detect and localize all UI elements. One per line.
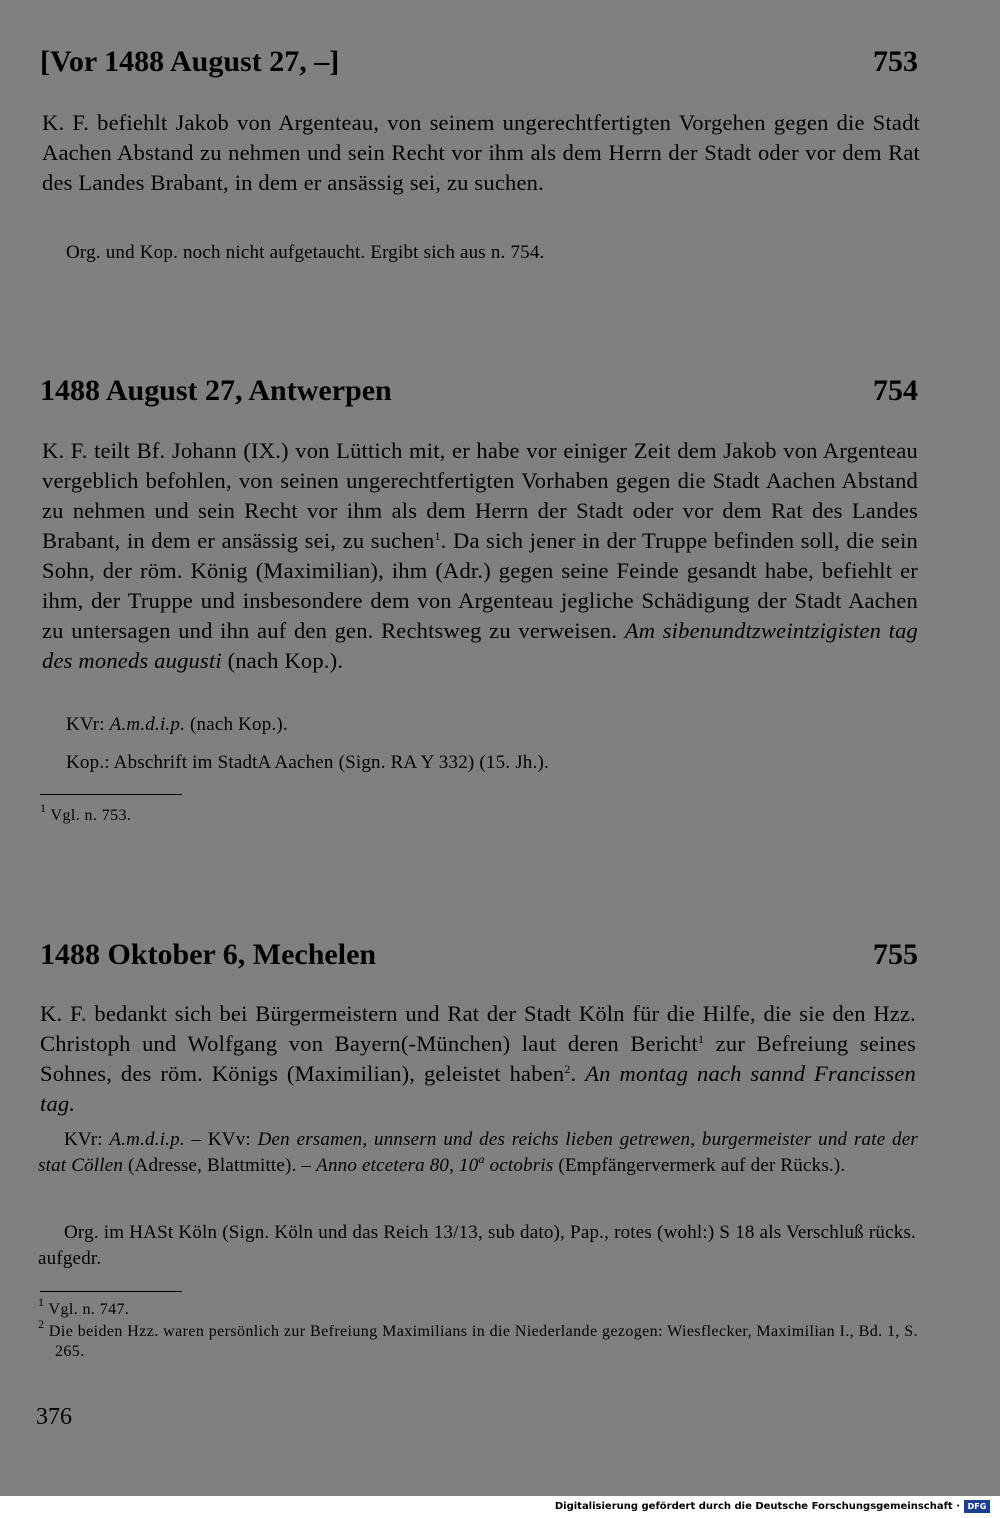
entry-754-regest <box>42 436 918 676</box>
digitization-footer <box>0 1496 1000 1518</box>
original-note-text: Org. im HASt Köln (Sign. Köln und das Reich 13/13, sub dato), Pap., rotes (wohl:) S 18 als Verschluß rücks. aufgedr. <box>38 1222 916 1269</box>
receipt-note-suffix: (Empfängervermerk auf der Rücks.). <box>553 1155 846 1176</box>
kvr-label: KVr: <box>64 1129 110 1150</box>
kvr-value: A.m.d.i.p. <box>109 1129 185 1150</box>
footnote-mark: 2 <box>564 1062 571 1076</box>
footnote-mark: 2 <box>38 1317 45 1331</box>
footnote-mark: 1 <box>434 529 441 543</box>
entry-number: 753 <box>873 45 918 78</box>
entry-754-footnote <box>40 801 920 826</box>
regest-text: zur Befreiung seines Sohnes, des röm. Königs (Maximilian), geleistet haben <box>40 1031 916 1086</box>
footnote-mark: 1 <box>40 801 47 815</box>
kvr-suffix: (nach Kop.). <box>185 714 288 735</box>
entry-754-kvr <box>66 712 926 738</box>
dating-quote: An montag nach sannd Francissen tag. <box>40 1061 916 1116</box>
entry-755-kv-notes <box>38 1127 918 1179</box>
kvr-label: KVr: <box>66 714 110 735</box>
regest-text: (nach Kop.). <box>221 648 344 673</box>
footnote-mark: 1 <box>38 1295 45 1309</box>
receipt-note-sup: a <box>478 1152 485 1166</box>
receipt-note: Anno etcetera 80, 10 <box>316 1155 479 1176</box>
page-number: 376 <box>36 1404 72 1430</box>
entry-number: 755 <box>873 938 918 971</box>
entry-755-regest <box>40 999 916 1119</box>
entry-755-original-note <box>38 1220 916 1272</box>
regest-text: K. F. teilt Bf. Johann (IX.) von Lüttich mit, er habe vor einiger Zeit dem Jakob von Argenteau vergeblich befohlen, von seinen ungerechtfertigten Vorhaben gegen die Stadt Aachen Abstand zu nehmen und sein Recht vor ihm als dem Herrn der Stadt oder vor dem Rat des Landes Brabant, in dem er ansässig sei, zu suchen <box>42 438 918 553</box>
dfg-logo[interactable]: DFG <box>964 1500 990 1513</box>
kvr-value: A.m.d.i.p. <box>109 714 186 735</box>
funding-notice: Digitalisierung gefördert durch die Deutsche Forschungsgemeinschaft · <box>554 1501 960 1512</box>
entry-753-regest: K. F. befiehlt Jakob von Argenteau, von seinem ungerechtfertigten Vorgehen gegen die Stadt Aachen Abstand zu nehmen und sein Recht vor ihm als dem Herrn der Stadt oder vor dem Rat des Landes Brabant, in dem er ansässig sei, zu suchen. <box>42 110 920 195</box>
entry-number: 754 <box>873 374 918 407</box>
footnote-text: Die beiden Hzz. waren persönlich zur Befreiung Maximilians in die Niederlande gezogen: Wiesflecker, Maximilian I., Bd. 1, S. 265. <box>48 1323 918 1360</box>
dating-quote: Am sibenundtzweintzigisten tag des moneds augusti <box>42 618 918 673</box>
regest-text: . <box>570 1061 586 1086</box>
entry-date-heading: 1488 Oktober 6, Mechelen <box>40 938 377 971</box>
regest-text: . Da sich jener in der Truppe befinden soll, die sein Sohn, der röm. König (Maximilian), ihm (Adr.) gegen seine Feinde gesandt habe, befiehlt er ihm, der Truppe und insbesondere dem von Argenteau jegliche Schädigung der Stadt Aachen zu untersagen und ihn auf den gen. Rechtsweg zu verweisen. <box>42 528 918 643</box>
entry-755-footnote-1 <box>38 1295 918 1320</box>
entry-date-heading: 1488 August 27, Antwerpen <box>40 374 392 407</box>
entry-754-copy-note: Kop.: Abschrift im StadtA Aachen (Sign. RA Y 332) (15. Jh.). <box>66 752 549 773</box>
footnote-rule <box>40 1291 182 1292</box>
entry-753-heading <box>40 44 918 80</box>
kvv-suffix: (Adresse, Blattmitte). – <box>123 1155 317 1176</box>
kvv-label: – KVv: <box>184 1129 258 1150</box>
entry-754-heading <box>40 373 918 409</box>
footnote-text: Vgl. n. 747. <box>48 1301 130 1318</box>
footnote-mark: 1 <box>697 1032 705 1046</box>
footnote-rule <box>40 794 182 795</box>
entry-755-heading <box>40 937 918 973</box>
entry-753-source-note: Org. und Kop. noch nicht aufgetaucht. Ergibt sich aus n. 754. <box>66 242 545 263</box>
entry-date-heading: [Vor 1488 August 27, –] <box>40 45 340 78</box>
footnote-text: Vgl. n. 753. <box>50 807 132 824</box>
receipt-note: octobris <box>484 1155 554 1176</box>
entry-755-footnote-2 <box>38 1317 918 1362</box>
regest-text: K. F. bedankt sich bei Bürgermeistern und Rat der Stadt Köln für die Hilfe, die sie den Hzz. Christoph und Wolfgang von Bayern(-München) laut deren Bericht <box>40 1001 916 1056</box>
kvv-value: Den ersamen, unnsern und des reichs lieben getrewen, burgermeister und rate der stat Cöllen <box>38 1129 918 1176</box>
